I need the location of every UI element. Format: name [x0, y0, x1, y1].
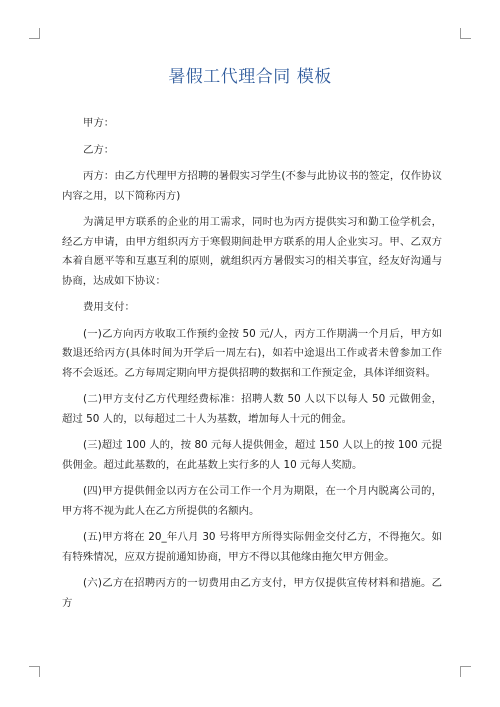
party-c-paragraph: 丙方：由乙方代理甲方招聘的暑假实习学生(不参与此协议书的签定，仅作协议内容之用，以下简称丙方): [62, 170, 442, 202]
page-corner-mark-bottom-left: [29, 666, 40, 677]
document-title: 暑假工代理合同 模板: [168, 67, 332, 87]
page-corner-mark-bottom-right: [460, 666, 471, 677]
party-b-line: 乙方：: [83, 143, 115, 156]
document-body: [62, 114, 442, 620]
page-corner-mark-top-left: [29, 28, 40, 39]
clause-6: (六)乙方在招聘丙方的一切费用由乙方支付，甲方仅提供宣传材料和措施。乙方: [62, 577, 442, 609]
fee-payment-heading: 费用支付：: [83, 301, 135, 313]
clause-4: (四)甲方提供佣金以丙方在公司工作一个月为期限，在一个月内脱离公司的，甲方将不视为此人在乙方所提供的名额内。: [62, 485, 442, 517]
clause-5: (五)甲方将在 20_年八月 30 号将甲方所得实际佣金交付乙方，不得拖欠。如有特殊情况，应双方提前通知协商，甲方不得以其他缘由拖欠甲方佣金。: [62, 531, 442, 563]
clause-2: (二)甲方支付乙方代理经费标准：招聘人数 50 人以下以每人 50 元做佣金，超过 50 人的，以每超过二十人为基数，增加每人十元的佣金。: [62, 393, 442, 425]
page-corner-mark-top-right: [460, 28, 471, 39]
clause-3: (三)超过 100 人的，按 80 元每人提供佣金，超过 150 人以上的按 100 元提供佣金。超过此基数的，在此基数上实行多的人 10 元每人奖励。: [62, 439, 442, 471]
party-a-line: 甲方：: [83, 117, 115, 129]
clause-1: (一)乙方向丙方收取工作预约金按 50 元/人，丙方工作期满一个月后，甲方如数退还给丙方(具体时间为开学后一周左右)，如若中途退出工作或者未曾参加工作将不会返还。乙方每周定期向甲方提供招聘的数据和工作预定金，具体详细资料。: [62, 327, 442, 379]
preamble-paragraph: 为满足甲方联系的企业的用工需求，同时也为丙方提供实习和勤工俭学机会，经乙方申请，由甲方组织丙方于寒假期间赴甲方联系的用人企业实习。甲、乙双方本着自愿平等和互惠互利的原则，就组织丙方暑假实习的相关事宜，经友好沟通与协商，达成如下协议：: [62, 216, 442, 287]
